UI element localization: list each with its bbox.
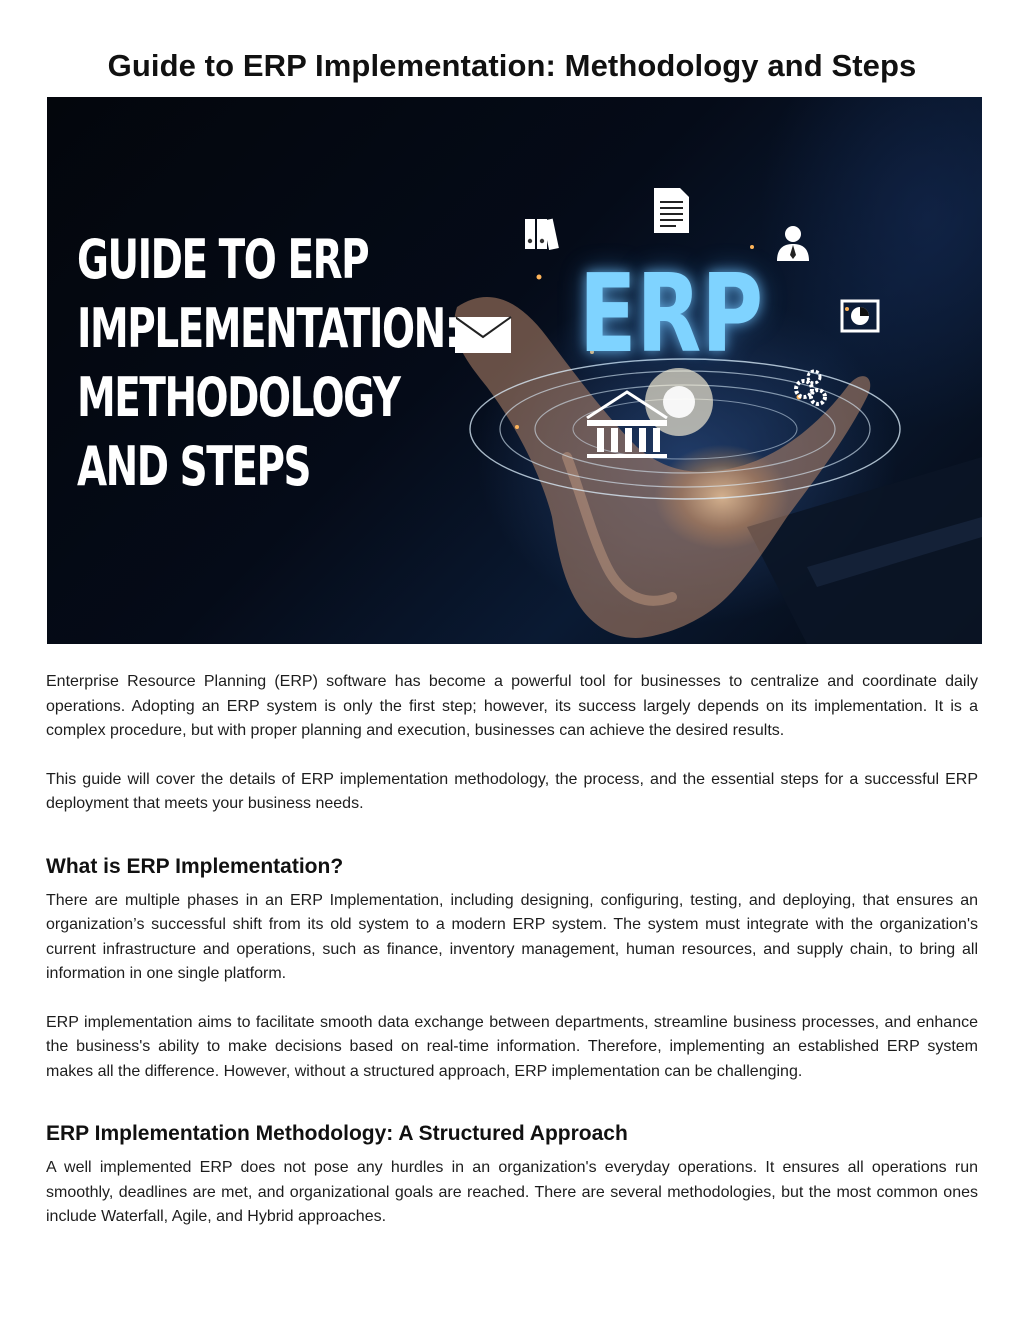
hero-line: AND STEPS [77, 435, 311, 498]
page-title: Guide to ERP Implementation: Methodology and Steps [107, 48, 917, 83]
document-icon [654, 188, 689, 233]
section-paragraph: There are multiple phases in an ERP Implementation, including designing, configuring, testing, and deploying, that ensures an organization’s successful shift from its old system to a modern ERP system. The system must integrate with the organization's current infrastructure and operations, such as finance, inventory management, human resources, and supply chain, to bring all information in one single platform. [46, 891, 978, 982]
section-paragraph: ERP implementation aims to facilitate smooth data exchange between departments, streamline business processes, and enhance the business's ability to make decisions based on real-time information. Therefore, implementing an established ERP system makes all the difference. However, without a structured approach, ERP implementation can be challenging. [46, 1013, 978, 1080]
section-heading: What is ERP Implementation? [46, 854, 344, 878]
article-body [46, 670, 978, 1230]
pie-chart-icon [842, 301, 878, 331]
user-icon [777, 226, 809, 261]
section-paragraph: A well implemented ERP does not pose any hurdles in an organization's everyday operations. It ensures all operations run smoothly, deadlines are met, and organizational goals are reached. There are several methodologies, but the most common ones include Waterfall, Agile, and Hybrid approaches. [46, 1159, 978, 1225]
section-heading: ERP Implementation Methodology: A Structured Approach [46, 1122, 628, 1145]
hero-line: GUIDE TO ERP [77, 228, 369, 291]
erp-glow-label: ERP [579, 252, 764, 377]
hero-heading [77, 225, 459, 501]
intro-paragraph: This guide will cover the details of ERP implementation methodology, the process, and the essential steps for a successful ERP deployment that meets your business needs. [46, 770, 978, 812]
hero-line: METHODOLOGY [77, 366, 400, 429]
binders-icon [525, 219, 559, 250]
hero-image [47, 97, 982, 644]
hero-line: IMPLEMENTATION: [77, 297, 459, 360]
envelope-icon [455, 317, 511, 353]
intro-paragraph: Enterprise Resource Planning (ERP) software has become a powerful tool for businesses to centralize and coordinate daily operations. Adopting an ERP system is only the first step; however, its success largely depends on its implementation. It is a complex procedure, but with proper planning and execution, businesses can achieve the desired results. [46, 673, 978, 739]
